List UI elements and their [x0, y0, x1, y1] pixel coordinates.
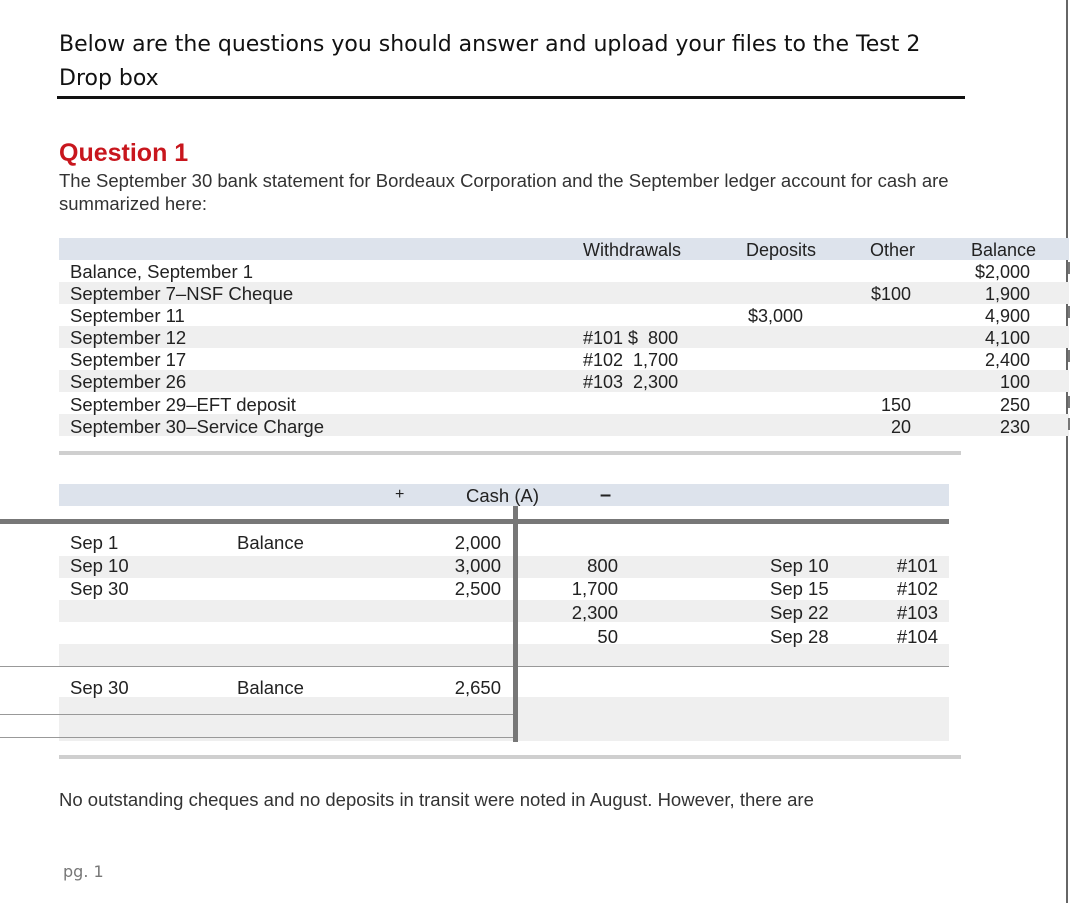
ending-date: Sep 30 — [70, 677, 129, 698]
plus-sign: + — [395, 486, 405, 503]
withdrawal-amount: #103 2,300 — [583, 372, 679, 392]
other-amount: 150 — [880, 395, 911, 415]
statement-row-label: September 7–NSF Cheque — [70, 283, 294, 304]
debit-date: Sep 30 — [70, 578, 129, 599]
debit-amount: 2,000 — [454, 532, 501, 553]
t-account-divider — [0, 666, 949, 667]
page-number: pg. 1 — [63, 862, 104, 881]
credit-amount: 2,300 — [571, 602, 618, 623]
credit-date: Sep 28 — [770, 626, 829, 647]
margin-tick — [1068, 262, 1070, 274]
col-balance: Balance — [971, 240, 1037, 260]
statement-row-label: September 29–EFT deposit — [70, 394, 296, 415]
statement-bottom-rule — [59, 451, 961, 455]
debit-balance-label: Balance — [237, 532, 304, 553]
balance-amount: 2,400 — [984, 350, 1030, 370]
balance-amount: $2,000 — [974, 262, 1030, 282]
statement-row-band — [59, 370, 1069, 392]
statement-header-band — [59, 238, 1069, 260]
margin-tick — [1068, 396, 1070, 408]
t-account-bottom-rule — [59, 755, 961, 759]
withdrawal-amount: #102 1,700 — [583, 350, 679, 370]
credit-amount: 800 — [587, 555, 618, 576]
statement-row-label: September 12 — [70, 327, 187, 348]
t-account-row-band — [59, 697, 949, 741]
balance-amount: 1,900 — [984, 284, 1030, 304]
header-divider — [57, 96, 965, 99]
ending-label: Balance — [237, 677, 304, 698]
col-other: Other — [870, 240, 916, 260]
t-account-title: Cash (A) — [466, 485, 539, 506]
other-amount: $100 — [870, 284, 911, 304]
minus-sign: – — [600, 484, 612, 506]
instructions-text: Below are the questions you should answer and upload your files to the Test 2 Drop box — [59, 32, 921, 91]
question-title: Question 1 — [59, 139, 189, 167]
t-account-divider — [0, 714, 515, 715]
credit-amount: 50 — [597, 626, 618, 647]
statement-row-label: September 11 — [70, 305, 185, 326]
credit-ref: #102 — [896, 578, 938, 599]
credit-date: Sep 22 — [770, 602, 829, 623]
credit-ref: #101 — [896, 555, 938, 576]
balance-amount: 250 — [999, 395, 1030, 415]
credit-ref: #104 — [896, 626, 938, 647]
balance-amount: 4,900 — [984, 306, 1030, 326]
note-text: No outstanding cheques and no deposits in transit were noted in August. However, there are — [59, 789, 814, 810]
statement-row-label: September 26 — [70, 371, 187, 392]
margin-tick — [1068, 306, 1070, 318]
col-withdrawals: Withdrawals — [583, 240, 682, 260]
balance-amount: 4,100 — [984, 328, 1030, 348]
credit-date: Sep 15 — [770, 578, 829, 599]
withdrawal-amount: #101 $ 800 — [583, 328, 679, 348]
balance-amount: 230 — [999, 417, 1030, 437]
margin-tick — [1068, 350, 1070, 362]
col-deposits: Deposits — [746, 240, 817, 260]
other-amount: 20 — [890, 417, 911, 437]
margin-tick — [1068, 418, 1070, 430]
debit-amount: 3,000 — [454, 555, 501, 576]
debit-date: Sep 1 — [70, 532, 119, 553]
deposit-amount: $3,000 — [748, 306, 804, 326]
balance-amount: 100 — [999, 372, 1030, 392]
t-account-top-rule — [0, 519, 949, 524]
credit-ref: #103 — [896, 602, 938, 623]
page-edge — [1066, 0, 1068, 903]
credit-amount: 1,700 — [571, 578, 618, 599]
statement-row-label: Balance, September 1 — [70, 261, 254, 282]
t-account-divider — [0, 737, 515, 738]
statement-row-band — [59, 326, 1069, 348]
question-intro: The September 30 bank statement for Bordeaux Corporation and the September ledger account for cash are summarized here: — [59, 170, 949, 214]
statement-row-label: September 30–Service Charge — [70, 416, 325, 437]
debit-date: Sep 10 — [70, 555, 129, 576]
debit-amount: 2,500 — [454, 578, 501, 599]
credit-date: Sep 10 — [770, 555, 829, 576]
ending-amount: 2,650 — [454, 677, 501, 698]
statement-row-label: September 17 — [70, 349, 187, 370]
t-account-vertical-rule — [513, 506, 518, 742]
